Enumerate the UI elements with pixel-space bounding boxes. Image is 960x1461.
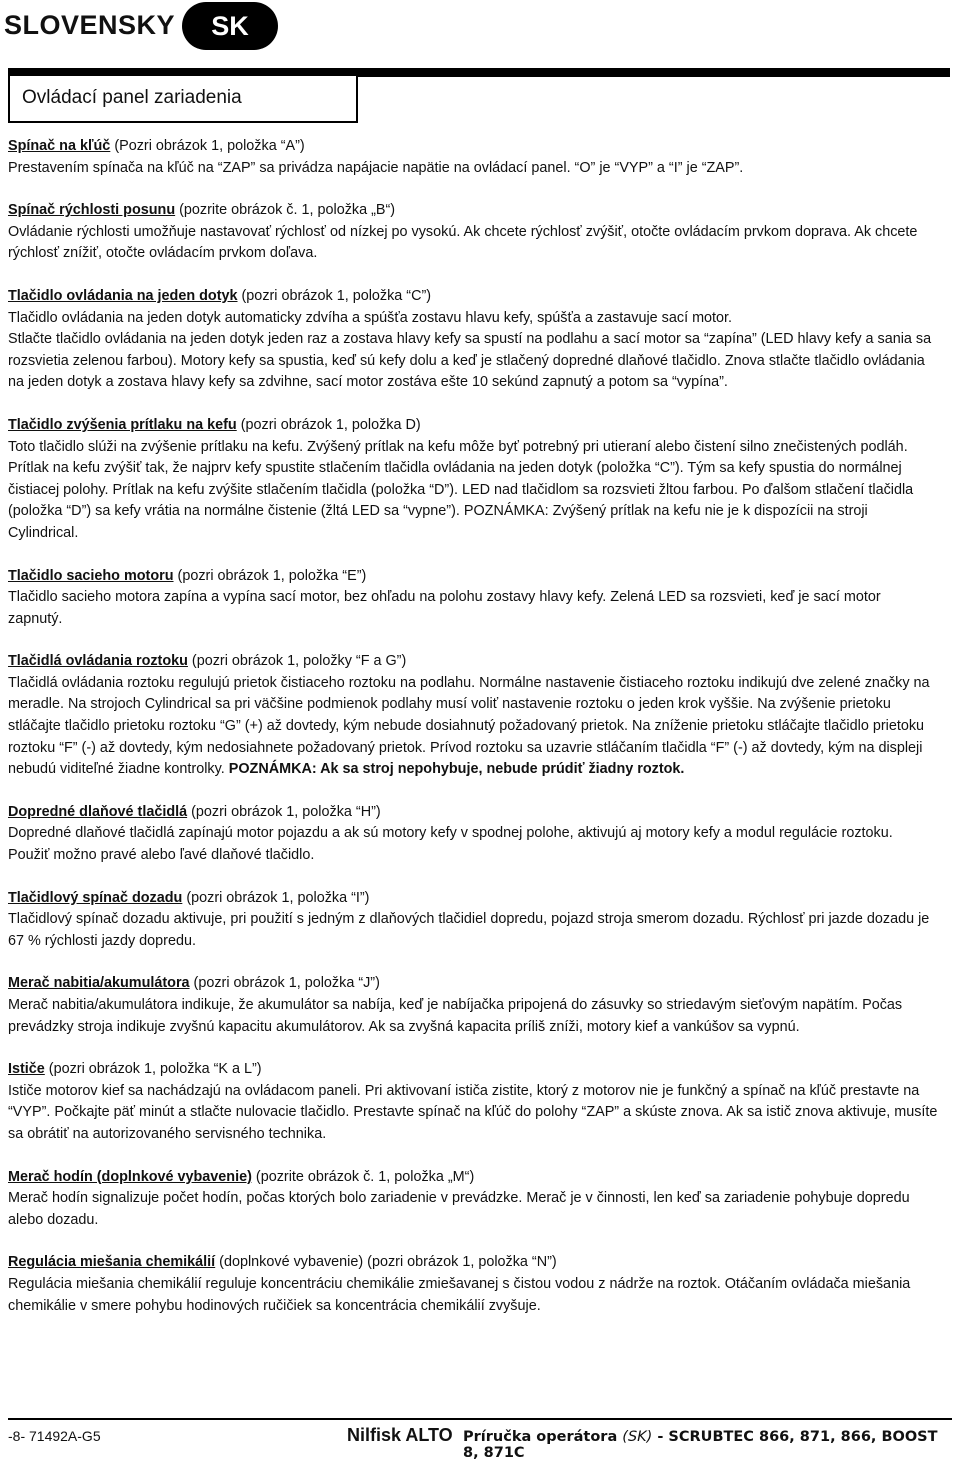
section-heading: Spínač rýchlosti posunu [8,202,176,219]
paragraph-text: Tlačidlo ovládania na jeden dotyk automaticky zdvíha a spúšťa zostavu hlavu kefy, spúšťa a zastavuje sací motor. [8,309,733,326]
paragraph-text: Stlačte tlačidlo ovládania na jeden dotyk jeden raz a zostava hlavy kefy sa spustí na podlahu a sací motor sa “zapína” (LED hlavy kefy a sania sa rozsvietia zelenou farbou). Motory kefy sa spustia, keď sú kefy dolu a keď je stlačený dopredné dlaňové tlačidlo. Znova stlačte tlačidlo ovládania na jeden dotyk a zostava hlavy kefy sa zdvihne, sací motor zostáva ešte 10 sekúnd zapnutý a potom sa “vypína”. [8,331,932,391]
section-reference: (pozri obrázok 1, položka “H”) [187,803,381,820]
section-block [8,1252,938,1317]
section-block [8,973,938,1038]
section-heading-line [8,802,938,824]
section-paragraph [8,1274,938,1317]
section-heading-line [8,200,938,222]
section-paragraph [8,308,938,330]
section-reference: (pozri obrázok 1, položka “C”) [237,287,432,304]
section-paragraph [8,222,938,265]
section-block [8,651,938,781]
footer-manual-title [463,1429,952,1461]
footer-manual-lang: (SK) [622,1429,653,1445]
section-reference: (Pozri obrázok 1, položka “A”) [110,138,305,154]
section-heading: Merač nabitia/akumulátora [8,975,190,992]
section-paragraph [8,673,938,781]
footer [8,1425,952,1461]
section-heading: Tlačidlo sacieho motoru [8,567,174,584]
section-block [8,136,938,179]
section-heading: Tlačidlový spínač dozadu [8,889,183,906]
paragraph-text: Tlačidlový spínač dozadu aktivuje, pri použití s jedným z dlaňových tlačidiel dopredu, pojazd stroja smerom dozadu. Rýchlosť pri jazde dozadu je 67 % rýchlosti jazdy dopredu. [8,911,930,949]
section-reference: (pozrite obrázok č. 1, položka „B“) [175,202,396,219]
footer-page-ref: -8- 71492A-G5 [8,1428,101,1444]
paragraph-text: Toto tlačidlo slúži na zvýšenie prítlaku na kefu. Zvýšený prítlak na kefu môže byť potrebný pri utieraní alebo čistení silno znečistených podláh. Prítlak na kefu zvýšiť tak, že najprv kefy spustite stlačením tlačidla ovládania na jeden dotyk (položka “C”). Tým sa kefy spustia do normálnej čistiacej polohy. Prítlak na kefu zvýšite stlačením tlačidla (položka “D”). LED nad tlačidlom sa rozsvieti žltou farbou. Po ďalšom stlačení tlačidla (položka “D”) sa kefy vrátia na normálne čistenie (žltá LED sa “vypne”). POZNÁMKA: Zvýšený prítlak na kefu nie je k dispozícii na stroji Cylindrical. [8,438,914,541]
section-block [8,415,938,545]
section-heading-line [8,1059,938,1081]
section-paragraph [8,995,938,1038]
document-body [8,136,938,1338]
paragraph-text: Ističe motorov kief sa nachádzajú na ovládacom paneli. Pri aktivovaní ističa zistite, ktorý z motorov nie je funkčný a spínač na kľúč prestavte na “VYP”. Počkajte päť minút a stlačte nulovacie tlačidlo. Prestavte spínač na kľúč do polohy “ZAP” a skúste znova. Ak sa istič znova aktivuje, musíte sa obrátiť na autorizovaného servisného technika. [8,1082,938,1142]
section-heading: Merač hodín (doplnkové vybavenie) [8,1168,252,1185]
section-reference: (pozri obrázok 1, položky “F a G”) [187,653,407,670]
footer-manual-prefix: Príručka operátora [463,1429,623,1445]
paragraph-text: Tlačidlo sacieho motora zapína a vypína sací motor, bez ohľadu na polohu zostavy hlavy kefy. Zelená LED sa rozsvieti, keď je sací motor zapnutý. [8,589,881,627]
section-reference: (pozri obrázok 1, položka “I”) [182,889,370,906]
paragraph-text: Dopredné dlaňové tlačidlá zapínajú motor pojazdu a ak sú motory kefy v spodnej polohe, aktivujú aj motory kefy a modul regulácie roztoku. Použiť možno pravé alebo ľavé dlaňové tlačidlo. [8,825,893,864]
language-header [0,2,960,50]
paragraph-text: Merač hodín signalizuje počet hodín, počas ktorých bolo zariadenie v prevádzke. Merač je v činnosti, len keď sa zariadenie pohybuje dopredu alebo dozadu. [8,1190,910,1228]
section-paragraph [8,329,938,394]
section-reference: (pozri obrázok 1, položka “K a L”) [44,1061,262,1078]
section-block [8,888,938,953]
section-heading: Ističe [8,1061,45,1078]
section-heading-line [8,651,938,673]
section-block [8,286,938,394]
section-paragraph [8,158,938,180]
paragraph-text: Merač nabitia/akumulátora indikuje, že akumulátor sa nabíja, keď je nabíjačka pripojená do zásuvky so striedavým sieťovým napätím. Počas prevádzky stroja indikuje zvyšnú kapacitu akumulátorov. Ak sa zvyšná kapacita príliš zníži, motory kief a vankúšov sa vypnú. [8,997,903,1035]
section-paragraph [8,909,938,952]
section-paragraph [8,1081,938,1146]
section-heading: Spínač na kľúč [8,138,111,154]
section-heading-line [8,566,938,588]
section-paragraph [8,823,938,866]
paragraph-text: Ovládanie rýchlosti umožňuje nastavovať rýchlosť od nízkej po vysokú. Ak chcete rýchlosť zvýšiť, otočte ovládacím prvkom doprava. Ak chcete rýchlosť znížiť, otočte ovládacím prvkom doľava. [8,223,918,262]
section-reference: (doplnkové vybavenie) (pozri obrázok 1, položka “N”) [215,1254,557,1271]
section-heading: Tlačidlo zvýšenia prítlaku na kefu [8,416,237,433]
section-heading-line [8,136,938,158]
paragraph-text: Prestavením spínača na kľúč na “ZAP” sa privádza napájacie napätie na ovládací panel. “O” je “VYP” a “I” je “ZAP”. [8,159,744,176]
section-paragraph [8,1188,938,1231]
section-heading: Dopredné dlaňové tlačidlá [8,803,188,820]
section-heading-line [8,1167,938,1189]
section-reference: (pozrite obrázok č. 1, položka „M“) [251,1168,475,1185]
section-block [8,566,938,631]
section-reference: (pozri obrázok 1, položka “J”) [189,975,380,992]
language-label: SLOVENSKY [4,10,176,40]
section-reference: (pozri obrázok 1, položka D) [236,416,421,433]
language-code-badge: SK [182,2,278,50]
section-heading: Tlačidlá ovládania roztoku [8,653,188,670]
section-heading-line [8,1252,938,1274]
section-block [8,802,938,867]
paragraph-note: POZNÁMKA: Ak sa stroj nepohybuje, nebude prúdiť žiadny roztok. [228,761,685,778]
section-heading-line [8,888,938,910]
footer-manual-suffix: - SCRUBTEC 866, 871, 866, BOOST 8, 871C [463,1429,938,1461]
section-paragraph [8,587,938,630]
section-heading: Regulácia miešania chemikálií [8,1254,216,1271]
section-paragraph [8,437,938,545]
paragraph-text: Tlačidlá ovládania roztoku regulujú prietok čistiaceho roztoku na podlahu. Normálne nastavenie čistiaceho roztoku indikujú dve zelené značky na meradle. Na strojoch Cylindrical sa pri väčšine podmienok podlahy musí voliť nastavenie roztoku o jeden krok vyššie. Na zvýšenie prietoku stláčajte tlačidlo prietoku roztoku “G” (+) až dovtedy, kým nebude dosiahnutý požadovaný prietok. Na zníženie prietoku stláčajte tlačidlo prietoku roztoku “F” (-) až dovtedy, kým nedosiahnete požadovaný prietok. Prívod roztoku sa uzavrie stláčaním tlačidla “F” (-) až dovtedy, kým na displeji nebudú viditeľné žiadne kontrolky. [8,674,930,778]
section-heading-line [8,973,938,995]
footer-rule [8,1418,952,1420]
paragraph-text: Regulácia miešania chemikálií reguluje koncentráciu chemikálie zmiešavanej s čistou vodou z nádrže na roztok. Otáčaním ovládača miešania chemikálie v smere pohybu hodinových ručičiek sa koncentrácia chemikálií zvyšuje. [8,1275,911,1314]
section-heading-line [8,415,938,437]
section-heading-line [8,286,938,308]
section-reference: (pozri obrázok 1, položka “E”) [173,567,367,584]
section-title: Ovládací panel zariadenia [22,87,242,108]
section-block [8,1059,938,1145]
section-title-box [8,76,358,123]
section-heading: Tlačidlo ovládania na jeden dotyk [8,287,238,304]
footer-brand: Nilfisk ALTO [347,1425,453,1445]
section-block [8,1167,938,1232]
section-block [8,200,938,265]
